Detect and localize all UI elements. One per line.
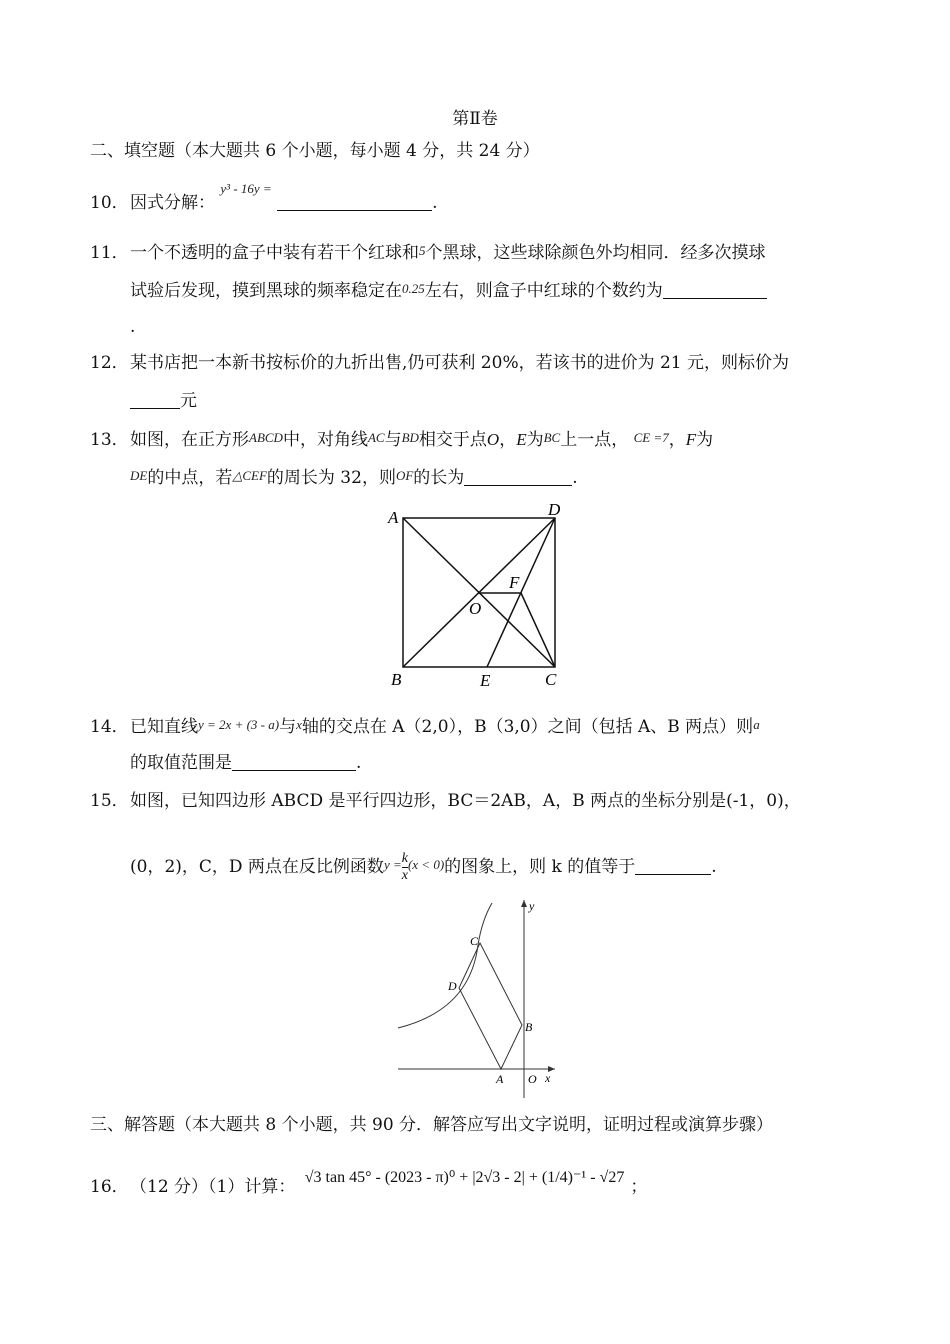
question-10	[90, 181, 438, 214]
q15-fn-y: y =	[383, 857, 402, 872]
q14-expression: y = 2x + (3 - a)	[198, 717, 280, 732]
q13-ce: CE =7	[633, 430, 669, 445]
q14-text-2: 与	[279, 717, 297, 737]
question-13-line-1	[90, 427, 713, 451]
q15-fn-x: x	[401, 868, 408, 883]
q13-text-1: 如图，在正方形	[130, 430, 249, 450]
q11-black-count: 5	[419, 243, 426, 258]
question-12-line-1	[90, 352, 789, 374]
q11-frequency: 0.25	[402, 281, 425, 296]
fig15-label-y: y	[529, 899, 535, 913]
fig15-label-x: x	[545, 1071, 551, 1085]
q15-fn-k: k	[401, 851, 408, 866]
q10-answer-blank[interactable]	[277, 192, 432, 211]
fig13-label-b: B	[391, 670, 402, 689]
fig13-label-d: D	[548, 500, 561, 519]
question-11-line-2	[130, 278, 767, 302]
q12-number: 12．	[90, 353, 129, 373]
q13-text-3: 与	[384, 430, 402, 450]
q13-bc: BC	[543, 430, 561, 445]
q14-a: a	[753, 717, 760, 732]
q11-end: .	[130, 317, 136, 337]
q15-text-1: 如图，已知四边形 ABCD 是平行四边形，BC＝2AB，A，B 两点的坐标分别是(-1，0)，	[130, 791, 801, 811]
q13-text-5: ，	[499, 430, 517, 450]
q14-text-4: 的取值范围是	[130, 753, 232, 773]
q12-answer-blank[interactable]	[130, 390, 180, 409]
section-2-heading: 二、填空题（本大题共 6 个小题，每小题 4 分，共 24 分）	[90, 141, 540, 161]
q13-text-11: 的周长为 32，则	[266, 468, 396, 488]
q13-de: DE	[130, 468, 148, 483]
fig15-label-b: B	[525, 1020, 533, 1034]
q12-unit: 元	[180, 391, 197, 411]
q14-text-1: 已知直线	[130, 717, 198, 737]
q11-number: 11．	[90, 243, 129, 263]
q13-cef: △CEF	[232, 468, 267, 483]
q11-text-2: 个黑球，这些球除颜色外均相同．经多次摸球	[425, 243, 766, 263]
q13-o: O	[486, 430, 500, 449]
q13-text-4: 相交于点	[418, 430, 487, 450]
q13-number: 13．	[90, 430, 129, 450]
fig15-label-c: C	[470, 934, 479, 948]
q15-number: 15．	[90, 791, 129, 811]
fig13-label-o: O	[469, 599, 482, 618]
q13-text-12: 的长为	[413, 468, 465, 488]
q15-answer-blank[interactable]	[635, 856, 711, 875]
q15-end: .	[711, 857, 717, 877]
q11-answer-blank[interactable]	[663, 280, 767, 299]
q14-x: x	[296, 717, 302, 732]
fig13-label-e: E	[480, 671, 491, 690]
q14-text-3: 轴的交点在 A（2,0），B（3,0）之间（包括 A、B 两点）则	[301, 717, 754, 737]
question-16	[90, 1169, 648, 1199]
question-11-line-1	[90, 240, 766, 264]
q13-bd: BD	[401, 430, 419, 445]
q12-text: 某书店把一本新书按标价的九折出售,仍可获利 20%，若该书的进价为 21 元，则标价为	[130, 353, 790, 373]
q13-text-9: 为	[696, 430, 714, 450]
q11-text-1: 一个不透明的盒子中装有若干个红球和	[130, 243, 419, 263]
question-12-line-2	[130, 390, 197, 412]
q16-expression: √3 tan 45° - (2023 - π)⁰ + |2√3 - 2| + (1/4)⁻¹ - √27	[304, 1169, 625, 1186]
fig13-label-a: A	[388, 508, 399, 527]
q16-number: 16．	[90, 1177, 129, 1197]
question-13-line-2	[130, 465, 578, 489]
q13-e: E	[516, 430, 527, 449]
q13-text-6: 为	[526, 430, 544, 450]
q10-end: .	[432, 193, 438, 213]
q13-text-7: 上一点，	[560, 430, 629, 450]
q10-expression: y³ - 16y =	[220, 181, 272, 196]
q15-text-3: 的图象上，则 k 的值等于	[444, 857, 636, 877]
q14-answer-blank[interactable]	[232, 752, 356, 771]
section-title: 第Ⅱ卷	[452, 109, 498, 129]
q13-abcd: ABCD	[249, 430, 283, 445]
section-3-heading: 三、解答题（本大题共 8 个小题，共 90 分．解答应写出文字说明，证明过程或演算步骤）	[90, 1115, 774, 1135]
q13-text-2: 中，对角线	[282, 430, 368, 450]
question-15-line-1	[90, 790, 801, 812]
q10-text: 因式分解：	[130, 193, 215, 213]
q13-ac: AC	[367, 430, 385, 445]
q15-text-2: (0，2)，C，D 两点在反比例函数	[130, 857, 384, 877]
q13-answer-blank[interactable]	[464, 467, 572, 486]
question-14-line-2	[130, 752, 361, 774]
q15-fn-cond: (x < 0)	[407, 857, 445, 872]
figure-13-square	[380, 498, 580, 693]
q13-text-10: 的中点，若	[147, 468, 233, 488]
q13-of: OF	[395, 468, 414, 483]
fig15-label-a: A	[496, 1072, 504, 1086]
q10-number: 10．	[90, 193, 129, 213]
fig15-label-o: O	[528, 1072, 537, 1086]
fig13-label-f: F	[509, 573, 520, 592]
figure-15-parallelogram	[390, 895, 565, 1100]
question-15-line-2	[130, 851, 717, 884]
q14-number: 14．	[90, 717, 129, 737]
fig15-label-d: D	[448, 979, 457, 993]
q13-f: F	[685, 430, 697, 449]
q14-end: .	[356, 753, 362, 773]
q16-text: （12 分）（1）计算：	[130, 1177, 296, 1197]
q11-text-4: 左右，则盒子中红球的个数约为	[424, 281, 663, 301]
fig13-label-c: C	[545, 670, 557, 689]
question-14-line-1	[90, 714, 760, 738]
q13-text-8: ，	[668, 430, 686, 450]
q16-end: ；	[630, 1177, 648, 1197]
q11-text-3: 试验后发现，摸到黑球的频率稳定在	[130, 281, 402, 301]
q13-end: .	[572, 468, 578, 488]
